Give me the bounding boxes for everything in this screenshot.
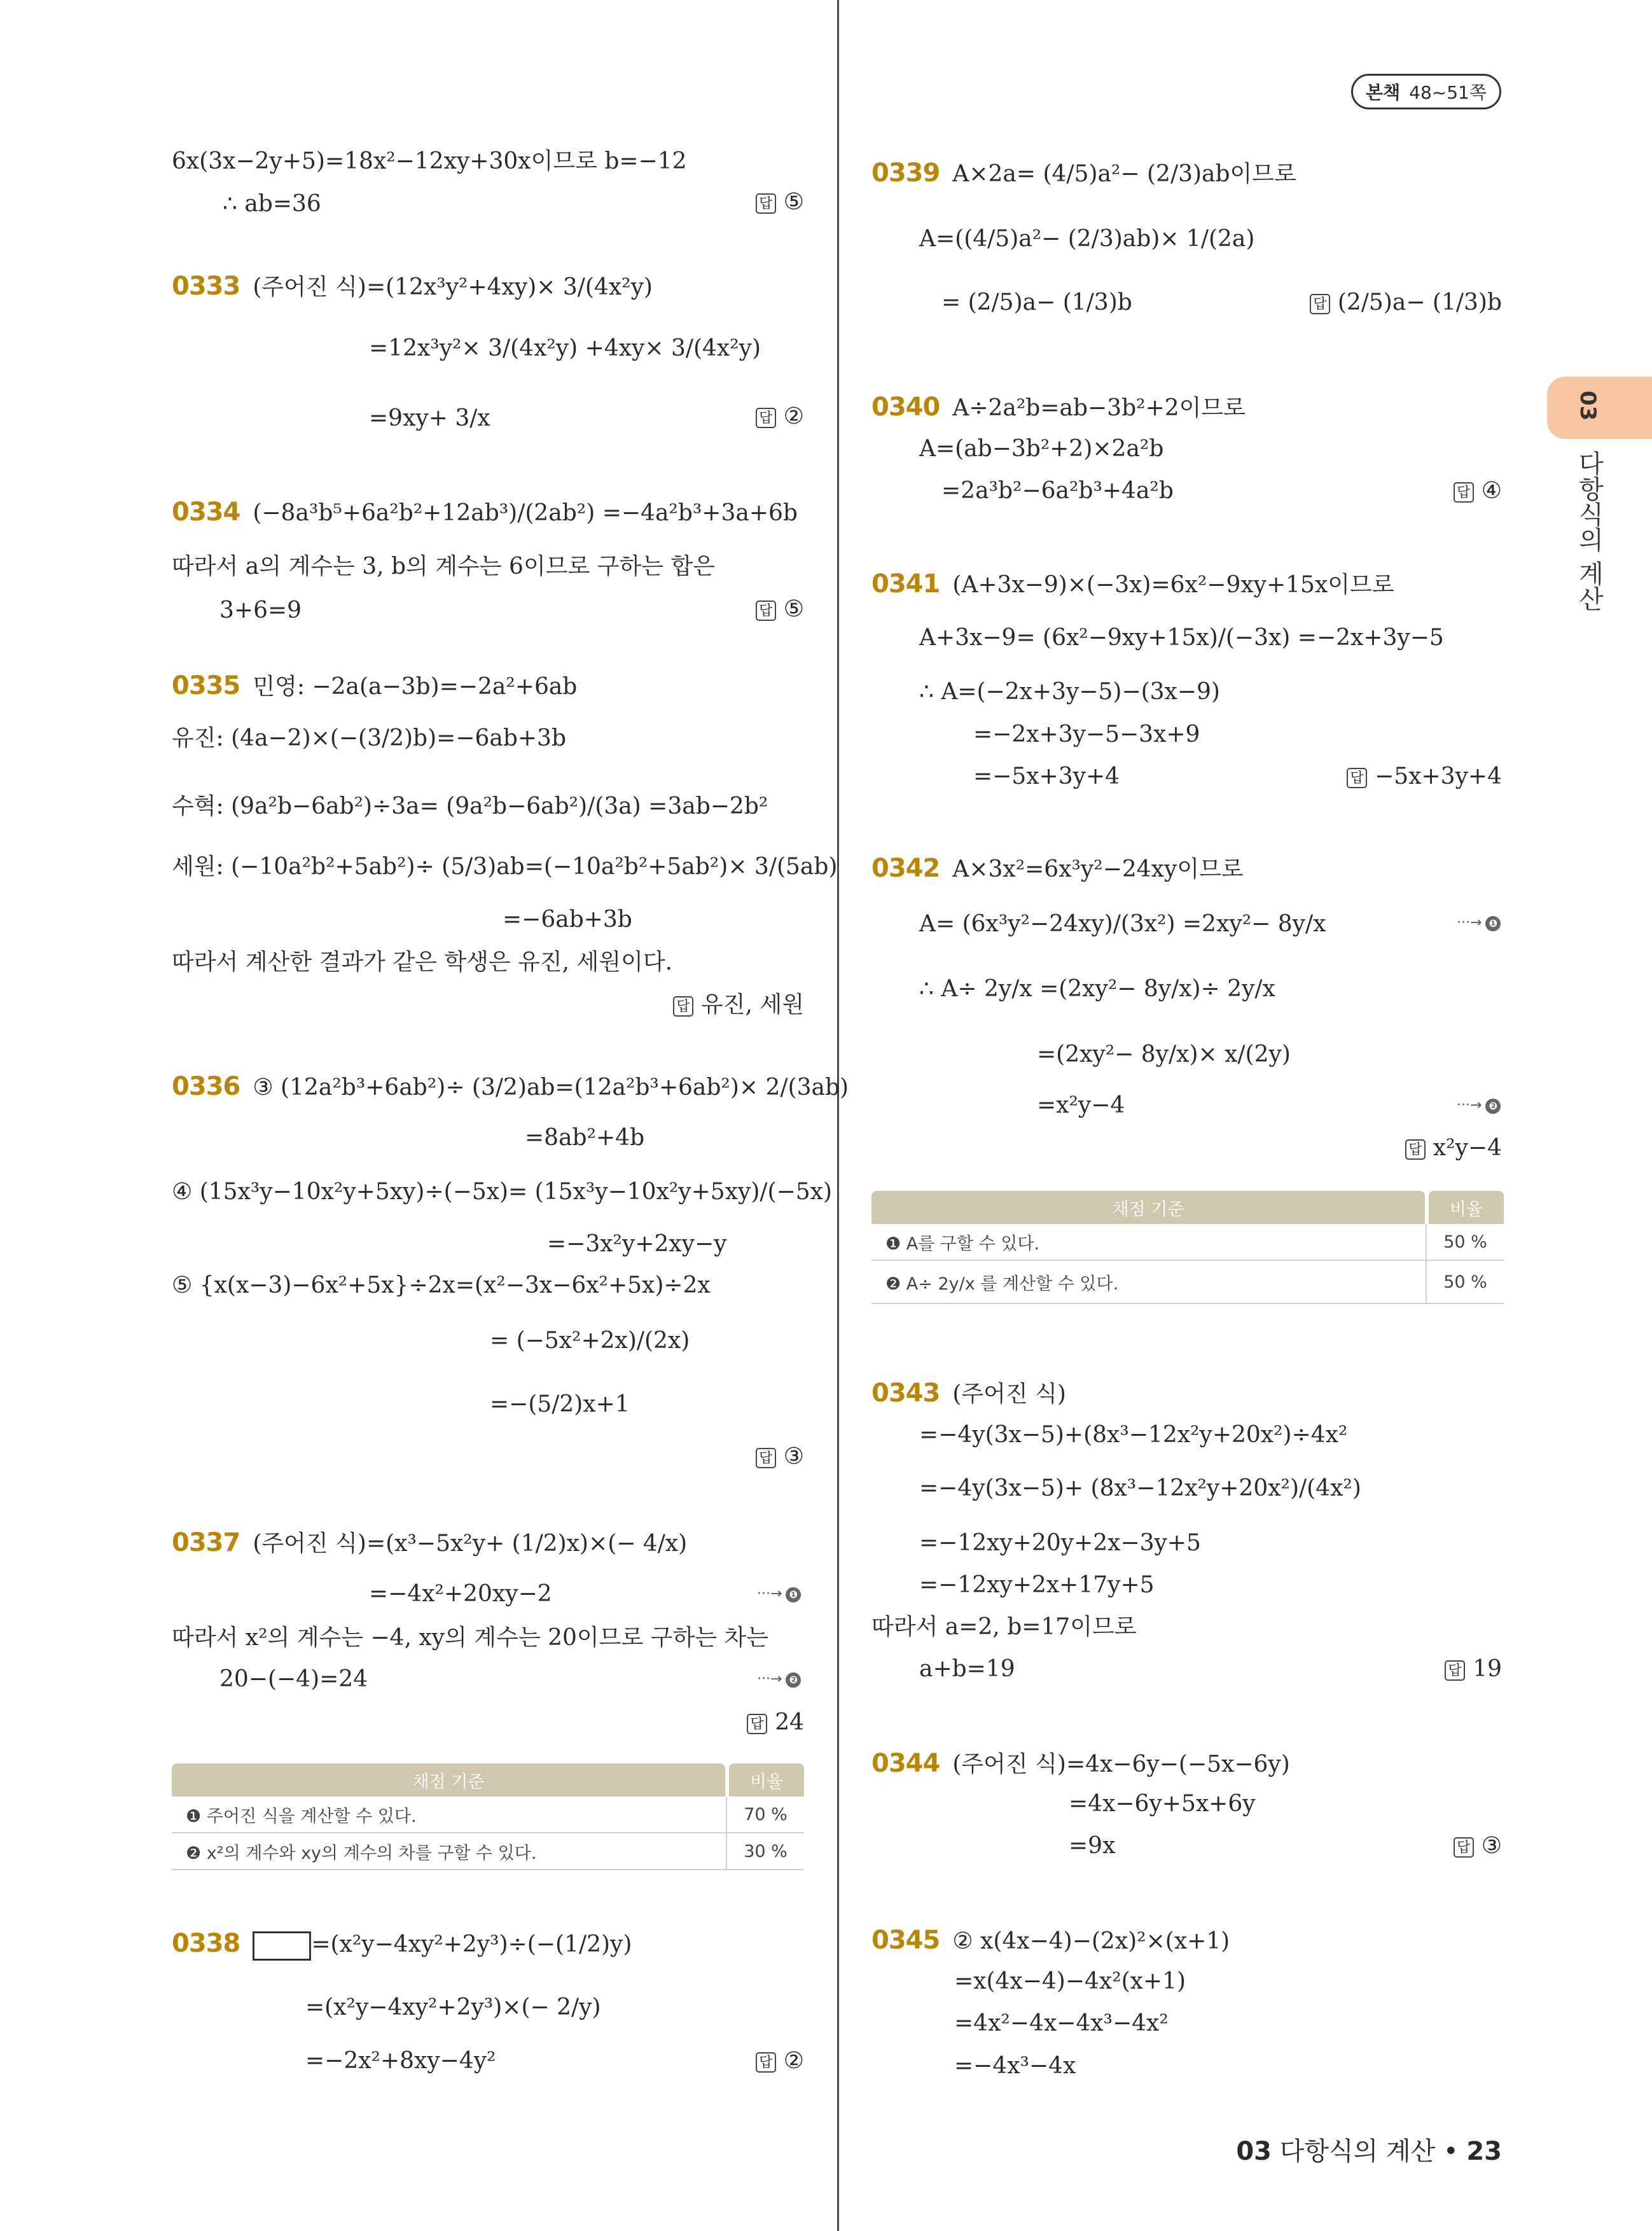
step-marker: ···→ ❶ [757,1586,801,1602]
solution-line: =(2xy²− 8y/x)× x/(2y) [1037,1041,1291,1067]
answer: 답 −5x+3y+4 [1347,765,1502,788]
chapter-tab-title: 다항식의 계산 [1574,450,1604,611]
answer: 답 (2/5)a− (1/3)b [1310,291,1502,314]
table-row: ❷ x²의 계수와 xy의 계수의 차를 구할 수 있다. 30 % [172,1833,804,1870]
problem-0337: 0337 (주어진 식)=(x³−5x²y+ (1/2)x)×(− 4/x) [172,1528,688,1557]
solution-line: ∴ A÷ 2y/x =(2xy²− 8y/x)÷ 2y/x [919,976,1275,1002]
answer-mark-icon: 답 [756,601,776,621]
solution-line: =−4x³−4x [954,2053,1076,2079]
footer-title: 다항식의 계산 [1279,2137,1436,2166]
solution-line: =−6ab+3b [503,907,632,933]
solution-line: = (2/5)a− (1/3)b [941,289,1132,316]
answer-mark-icon: 답 [1347,768,1367,788]
answer-mark-icon: 답 [1454,482,1474,503]
footer-separator: • [1443,2137,1459,2166]
solution-line: ④ (15x³y−10x²y+5xy)÷(−5x)= (15x³y−10x²y+5xy)/(−5x) [172,1179,832,1205]
solution-line: 따라서 계산한 결과가 같은 학생은 유진, 세원이다. [172,949,673,975]
solution-line: =x²y−4 [1037,1092,1125,1118]
solution-line: =−5x+3y+4 [973,763,1120,789]
problem-0342: 0342 A×3x²=6x³y²−24xy이므로 [871,854,1244,883]
solution-line: =x(4x−4)−4x²(x+1) [954,1968,1186,1994]
solution-line: A=(ab−3b²+2)×2a²b [919,436,1164,462]
footer-chapter: 03 [1236,2137,1272,2166]
solution-line: =−12xy+20y+2x−3y+5 [919,1530,1201,1556]
answer: 답 ③ [756,1445,804,1468]
answer-mark-icon: 답 [756,408,776,428]
answer-mark-icon: 답 [1454,1837,1474,1858]
solution-line: =2a³b²−6a²b³+4a²b [941,478,1174,504]
answer-mark-icon: 답 [673,996,693,1017]
solution-line: =−12xy+2x+17y+5 [919,1572,1155,1598]
solution-line: 20−(−4)=24 [219,1666,368,1692]
solution-line: =(x²y−4xy²+2y³)×(− 2/y) [305,1994,601,2020]
scoring-table [871,1191,1504,1304]
solution-line: 수혁: (9a²b−6ab²)÷3a= (9a²b−6ab²)/(3a) =3ab−2b² [172,793,768,819]
answer: 답 ② [756,405,804,428]
scoring-table-header: 비율 [1429,1191,1504,1224]
solution-line: ∴ ab=36 [223,191,321,217]
table-row: ❶ 주어진 식을 계산할 수 있다. 70 % [172,1797,804,1833]
answer: 답 ⑤ [756,191,804,214]
problem-number: 0337 [172,1528,240,1557]
solution-line: =−4y(3x−5)+(8x³−12x²y+20x²)÷4x² [919,1422,1348,1448]
solution-line: =4x²−4x−4x³−4x² [954,2010,1169,2036]
problem-0344: 0344 (주어진 식)=4x−6y−(−5x−6y) [871,1749,1290,1778]
answer-mark-icon: 답 [1405,1139,1426,1160]
problem-0343: 0343 (주어진 식) [871,1379,1066,1408]
page-number: 23 [1466,2137,1502,2166]
solution-line: =9xy+ 3/x [369,405,490,431]
answer-mark-icon: 답 [1445,1660,1465,1681]
solution-line: 따라서 x²의 계수는 −4, xy의 계수는 20이므로 구하는 차는 [172,1625,768,1651]
solution-line: =−2x²+8xy−4y² [305,2048,496,2074]
solution-line: =−4x²+20xy−2 [369,1581,552,1607]
answer-mark-icon: 답 [756,193,776,214]
scoring-table-header: 채점 기준 [172,1763,725,1797]
problem-number: 0340 [871,393,940,422]
problem-0338: 0338 =(x²y−4xy²+2y³)÷(−(1/2)y) [172,1931,632,1961]
column-divider [837,0,839,2231]
problem-number: 0336 [172,1072,240,1101]
answer-mark-icon: 답 [756,1448,776,1468]
solution-line: A=((4/5)a²− (2/3)ab)× 1/(2a) [919,226,1255,252]
solution-line: A+3x−9= (6x²−9xy+15x)/(−3x) =−2x+3y−5 [919,625,1444,651]
solution-line: =−2x+3y−5−3x+9 [973,721,1200,747]
problem-0341: 0341 (A+3x−9)×(−3x)=6x²−9xy+15x이므로 [871,569,1394,599]
answer-mark-icon: 답 [747,1714,767,1734]
problem-number: 0342 [871,854,940,883]
problem-0336: 0336 ③ (12a²b³+6ab²)÷ (3/2)ab=(12a²b³+6ab²)× 2/(3ab) [172,1072,849,1101]
answer: 답 19 [1445,1658,1502,1681]
solution-line: =9x [1069,1833,1116,1859]
solution-line: 세원: (−10a²b²+5ab²)÷ (5/3)ab=(−10a²b²+5ab²)× 3/(5ab) [172,854,838,880]
problem-0339: 0339 A×2a= (4/5)a²− (2/3)ab이므로 [871,158,1296,188]
solution-line: 따라서 a의 계수는 3, b의 계수는 6이므로 구하는 합은 [172,553,716,580]
step-marker: ···→ ❷ [1457,1097,1501,1114]
problem-number: 0343 [871,1379,940,1408]
solution-line: =12x³y²× 3/(4x²y) +4xy× 3/(4x²y) [369,335,761,361]
answer: 답 ③ [1454,1835,1502,1858]
solution-line: a+b=19 [919,1656,1015,1682]
scoring-table [172,1763,804,1870]
solution-line: 유진: (4a−2)×(−(3/2)b)=−6ab+3b [172,725,566,751]
solution-line: ⑤ {x(x−3)−6x²+5x}÷2x=(x²−3x−6x²+5x)÷2x [172,1272,711,1298]
step-marker: ···→ ❶ [1457,915,1501,931]
problem-number: 0338 [172,1929,240,1958]
problem-0333: 0333 (주어진 식)=(12x³y²+4xy)× 3/(4x²y) [172,272,653,301]
answer-blank-box [253,1931,311,1961]
solution-line: =8ab²+4b [525,1125,645,1151]
problem-number: 0344 [871,1749,940,1778]
chapter-tab [1547,377,1652,439]
page-reference-label: 본책 [1366,82,1401,103]
answer: 답 ④ [1454,480,1502,503]
step-marker: ···→ ❷ [757,1671,801,1688]
solution-line: = (−5x²+2x)/(2x) [490,1328,690,1354]
answer-mark-icon: 답 [1310,294,1330,314]
problem-number: 0335 [172,671,240,700]
page-reference-badge [1351,74,1501,109]
answer: 답 ② [756,2050,804,2073]
solution-line: =4x−6y+5x+6y [1069,1791,1256,1817]
solution-line: 따라서 a=2, b=17이므로 [871,1614,1137,1640]
solution-line: =−(5/2)x+1 [490,1391,630,1417]
answer: 답 24 [747,1711,804,1734]
problem-0334: 0334 (−8a³b⁵+6a²b²+12ab³)/(2ab²) =−4a²b³+3a+6b [172,497,798,527]
answer: 답 유진, 세원 [673,994,804,1017]
chapter-tab-number: 03 [1575,391,1600,421]
answer: 답 ⑤ [756,598,804,621]
scoring-table-header: 비율 [729,1763,804,1797]
page-reference-pages: 48~51쪽 [1409,82,1487,103]
solution-line: =−3x²y+2xy−y [547,1231,727,1257]
problem-number: 0341 [871,569,940,599]
problem-number: 0339 [871,158,940,188]
problem-number: 0333 [172,272,240,301]
table-row: ❷ A÷ 2y/x 를 계산할 수 있다. 50 % [871,1261,1504,1304]
answer-mark-icon: 답 [756,2052,776,2073]
solution-line: ∴ A=(−2x+3y−5)−(3x−9) [919,679,1220,705]
problem-0340: 0340 A÷2a²b=ab−3b²+2이므로 [871,393,1246,422]
solution-line: 3+6=9 [219,597,302,623]
problem-0335: 0335 민영: −2a(a−3b)=−2a²+6ab [172,671,578,700]
solution-line: A= (6x³y²−24xy)/(3x²) =2xy²− 8y/x [919,911,1326,937]
problem-number: 0345 [871,1926,940,1955]
problem-number: 0334 [172,497,240,527]
page-footer [1236,2131,1502,2167]
problem-0345: 0345 ② x(4x−4)−(2x)²×(x+1) [871,1926,1230,1955]
answer: 답 x²y−4 [1405,1137,1502,1160]
solution-line: =−4y(3x−5)+ (8x³−12x²y+20x²)/(4x²) [919,1475,1361,1501]
scoring-table-header: 채점 기준 [871,1191,1425,1224]
solution-line: 6x(3x−2y+5)=18x²−12xy+30x이므로 b=−12 [172,148,687,174]
table-row: ❶ A를 구할 수 있다. 50 % [871,1224,1504,1261]
